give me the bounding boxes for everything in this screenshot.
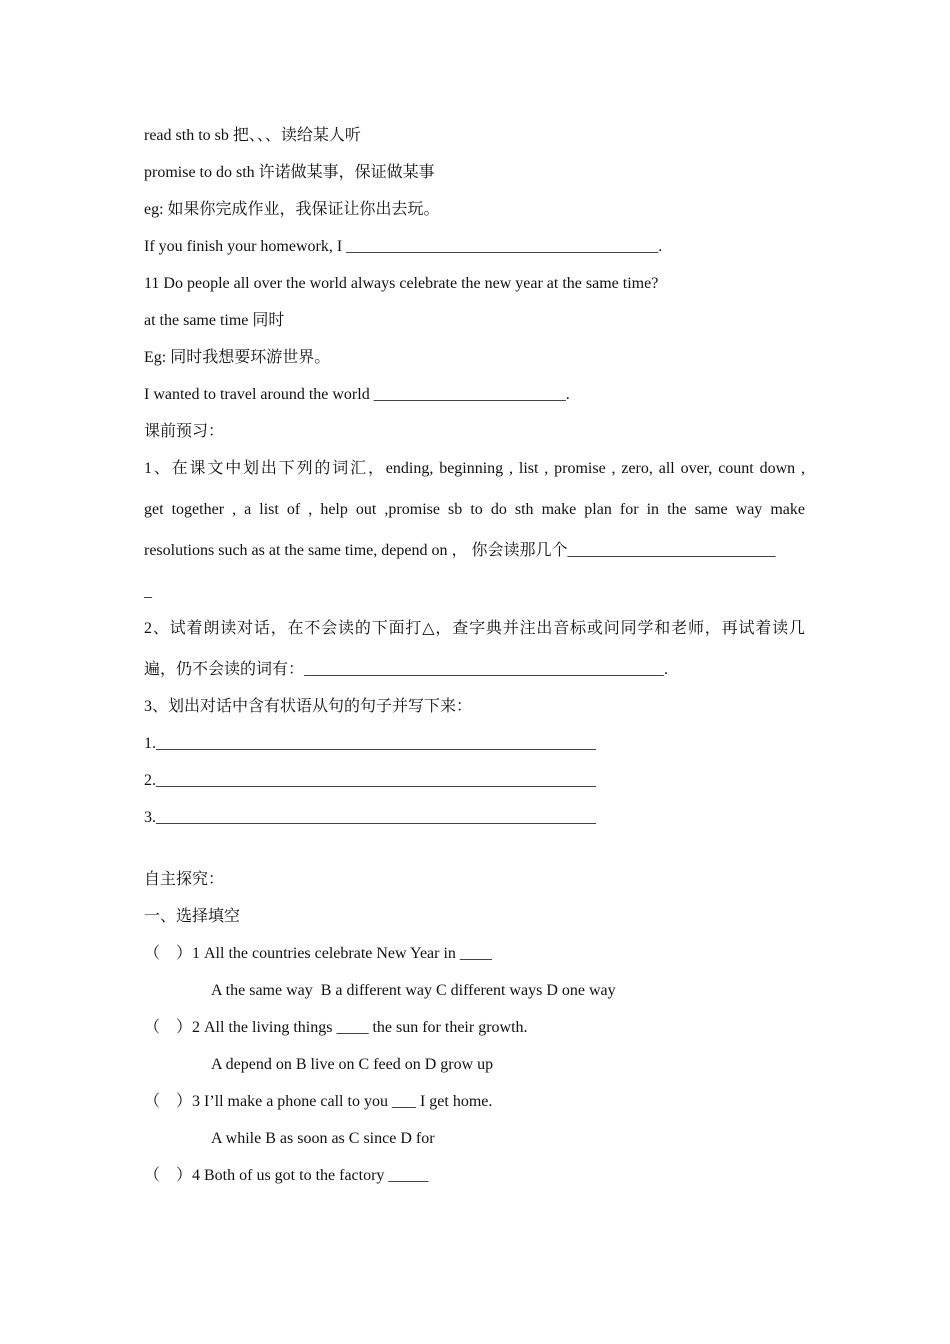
question-4: （ ）4 Both of us got to the factory _____ — [144, 1167, 429, 1184]
preview-task-1-line-4: _ — [144, 583, 152, 600]
example-chinese-travel: Eg: 同时我想要环游世界。 — [144, 349, 331, 366]
question-2-options: A depend on B live on C feed on D grow up — [211, 1056, 494, 1073]
preview-task-1-line-2: get together , a list of , help out ,promise sb to do sth make plan for in the same way make — [144, 501, 805, 518]
subsection-multiple-choice: 一、选择填空 — [144, 908, 241, 925]
question-3-options: A while B as soon as C since D for — [211, 1130, 435, 1147]
answer-line-3: 3._______________________________________________________ — [144, 809, 596, 826]
answer-line-1: 1._______________________________________________________ — [144, 735, 596, 752]
question-3: （ ）3 I’ll make a phone call to you ___ I get home. — [144, 1093, 493, 1110]
example-english-blank: If you finish your homework, I _______________________________________. — [144, 238, 663, 255]
example-english-travel-blank: I wanted to travel around the world ________________________. — [144, 386, 570, 403]
example-chinese-promise: eg: 如果你完成作业，我保证让你出去玩。 — [144, 201, 440, 218]
phrase-promise-to-do: promise to do sth 许诺做某事，保证做某事 — [144, 164, 435, 181]
phrase-read-sth-to-sb: read sth to sb 把、、、读给某人听 — [144, 127, 361, 144]
question-1: （ ）1 All the countries celebrate New Year in ____ — [144, 945, 492, 962]
answer-line-2: 2._______________________________________________________ — [144, 772, 596, 789]
phrase-at-the-same-time: at the same time 同时 — [144, 312, 285, 329]
preview-task-3: 3、划出对话中含有状语从句的句子并写下来： — [144, 698, 473, 715]
question-2: （ ）2 All the living things ____ the sun for their growth. — [144, 1019, 528, 1036]
preview-task-1-line-3: resolutions such as at the same time, depend on ， 你会读那几个__________________________ — [144, 542, 776, 559]
section-heading-explore: 自主探究： — [144, 871, 225, 888]
item-11-question: 11 Do people all over the world always celebrate the new year at the same time? — [144, 275, 659, 292]
preview-task-1-line-1: 1、在课文中划出下列的词汇，ending, beginning , list , promise , zero, all over, count down , — [144, 460, 805, 477]
section-heading-preview: 课前预习： — [144, 423, 225, 440]
preview-task-2-line-1: 2、试着朗读对话，在不会读的下面打△，查字典并注出音标或问同学和老师，再试着读几 — [144, 620, 805, 637]
question-1-options: A the same way B a different way C different ways D one way — [211, 982, 616, 999]
preview-task-2-line-2: 遍，仍不会读的词有：_____________________________________________. — [144, 661, 669, 678]
